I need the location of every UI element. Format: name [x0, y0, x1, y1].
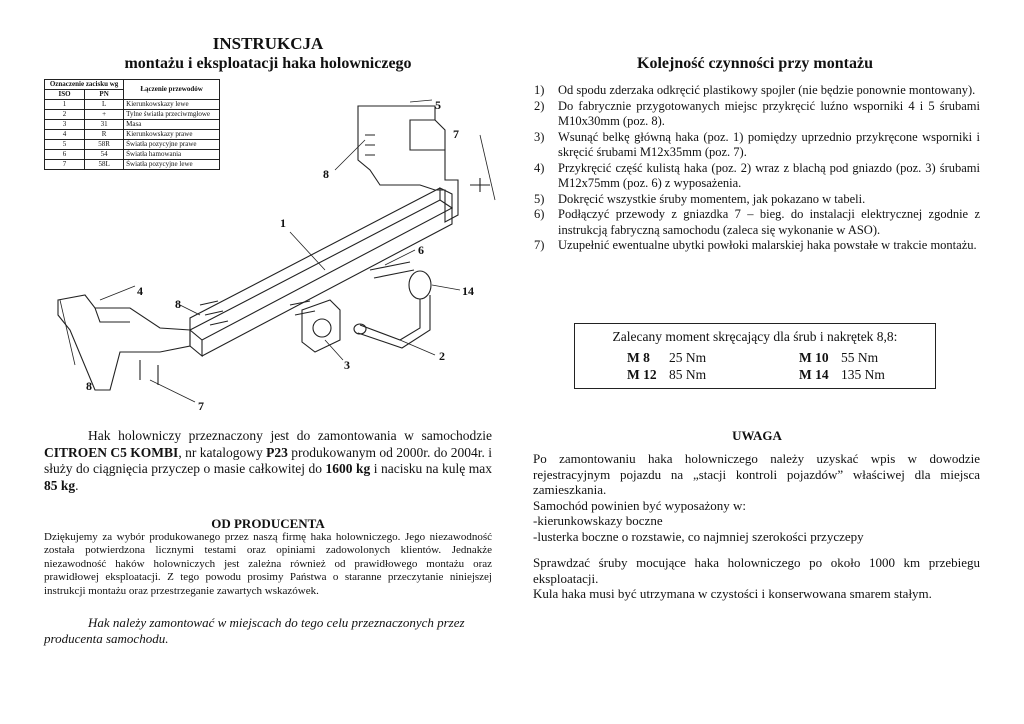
- ball-neck-shape: [354, 271, 431, 348]
- table-row: 6 54 Światła hamowania: [45, 150, 220, 160]
- drawing-label-3: 3: [344, 358, 350, 372]
- uwaga-heading: UWAGA: [732, 428, 782, 443]
- drawing-label-14: 14: [462, 284, 474, 298]
- drawing-label-6: 6: [418, 243, 424, 257]
- drawing-label-8b: 8: [175, 297, 181, 311]
- producer-text: Dziękujemy za wybór produkowanego przez naszą firmę haka holowniczego. Jego niezawodność została potwierdzona licznymi testami oraz opiniami zadowolonych klientów. Jednakże niezawodność haków holowniczych jest zależna również od prawidłowego montażu oraz prawidłowej eksploatacji. Z tego powodu prosimy Państwa o staranne przeczytanie niniejszej instrukcji montażu oraz przestrzeganie zawartych wskazówek.: [44, 531, 492, 597]
- list-item: 7) Uzupełnić ewentualne ubytki powłoki malarskiej haka powstałe w trakcie montażu.: [534, 238, 977, 252]
- list-item: 1) Od spodu zderzaka odkręcić plastikowy spojler (nie będzie ponownie montowany).: [534, 83, 976, 97]
- table-row: 1 L Kierunkowskazy lewe: [45, 100, 220, 110]
- steps-list: [534, 83, 980, 254]
- page-subtitle: montażu i eksploatacji haka holowniczego: [124, 55, 412, 72]
- towbar-assembly-drawing: [40, 90, 510, 420]
- producer-heading: OD PRODUCENTA: [211, 516, 325, 531]
- drawing-label-2: 2: [439, 349, 445, 363]
- uwaga-line: Po zamontowaniu haka holowniczego należy uzyskać wpis w dowodzie rejestracyjnym pojazdu na „stacji kontroli pojazdów” właściwej dla miejsca zamieszkania.: [533, 451, 980, 497]
- drawing-label-5: 5: [435, 98, 441, 112]
- producer-italic-note: Hak należy zamontować w miejscach do tego celu przeznaczonych przez producenta samochodu.: [44, 615, 465, 646]
- drawing-label-1: 1: [280, 216, 286, 230]
- table-row: 3 31 Masa: [45, 120, 220, 130]
- uwaga-line: Kula haka musi być utrzymana w czystości i konserwowana smarem stałym.: [533, 586, 932, 601]
- product-description: Hak holowniczy przeznaczony jest do zamontowania w samochodzie CITROEN C5 KOMBI, nr katalogowy P23 produkowanym od 2000r. do 2004r. i służy do ciągnięcia przyczep o masie całkowitej do 1600 kg i nacisku na kulę max 85 kg.: [44, 428, 493, 493]
- list-item: 5) Dokręcić wszystkie śruby momentem, jak pokazano w tabeli.: [534, 191, 866, 206]
- list-item: 2) Do fabrycznie przygotowanych miejsc przykręcić luźno wsporniki 4 i 5 śrubami M10x30mm (poz. 8).: [534, 98, 980, 128]
- uwaga-text: [533, 451, 980, 544]
- table-row: 7 58L Światła pozycyjne lewe: [45, 160, 220, 170]
- wiring-head-conn: Łączenie przewodów: [124, 80, 220, 100]
- page-title: INSTRUKCJA: [212, 34, 324, 53]
- wiring-head-iso: ISO: [45, 90, 85, 100]
- wiring-head-pn: PN: [85, 90, 124, 100]
- table-row: 4 R Kierunkowskazy prawe: [45, 130, 220, 140]
- left-bracket-shape: [58, 295, 190, 390]
- drawing-label-8a: 8: [323, 167, 329, 181]
- torque-m10: M 10 55 Nm: [799, 350, 879, 365]
- torque-m8: M 8 25 Nm: [627, 350, 707, 365]
- uwaga-line: Sprawdzać śruby mocujące haka holowniczego po około 1000 km przebiegu eksploatacji.: [533, 555, 980, 586]
- drawing-label-8c: 8: [86, 379, 92, 393]
- list-item: 4) Przykręcić część kulistą haka (poz. 2) wraz z blachą pod gniazdo (poz. 3) śrubami M12x75mm (poz. 6) z wyposażenia.: [534, 160, 980, 190]
- socket-plate-shape: [302, 300, 340, 352]
- uwaga-line: -kierunkowskazy boczne: [533, 513, 663, 528]
- drawing-label-4: 4: [137, 284, 143, 298]
- table-row: 5 58R Światła pozycyjne prawe: [45, 140, 220, 150]
- uwaga-line: Samochód powinien być wyposażony w:: [533, 497, 747, 513]
- torque-heading: Zalecany moment skręcający dla śrub i nakrętek 8,8:: [612, 329, 898, 344]
- uwaga-line: -lusterka boczne o rozstawie, co najmniej szerokości przyczepy: [533, 528, 864, 544]
- drawing-label-7b: 7: [198, 399, 204, 413]
- torque-m14: M 14 135 Nm: [799, 367, 885, 382]
- list-item: 3) Wsunąć belkę główną haka (poz. 1) pomiędzy uprzednio przykręcone wsporniki i skręcić śrubami M12x35mm (poz. 7).: [534, 129, 980, 159]
- steps-title: Kolejność czynności przy montażu: [637, 55, 873, 72]
- list-item: 6) Podłączyć przewody z gniazdka 7 – bieg. do instalacji elektrycznej zgodnie z instrukcją fabryczną samochodu (zaleca się wykonanie w ASO).: [534, 207, 980, 237]
- uwaga-maintenance-text: [533, 555, 980, 602]
- table-row: 2 + Tylne światła przeciwmgłowe: [45, 110, 220, 120]
- torque-m12: M 12 85 Nm: [627, 367, 707, 382]
- main-beam-shape: [190, 188, 452, 356]
- leader-lines: [60, 100, 495, 402]
- torque-box: [574, 323, 936, 389]
- drawing-label-7a: 7: [453, 127, 459, 141]
- wiring-head-group: Oznaczenie zacisku wg: [45, 80, 124, 90]
